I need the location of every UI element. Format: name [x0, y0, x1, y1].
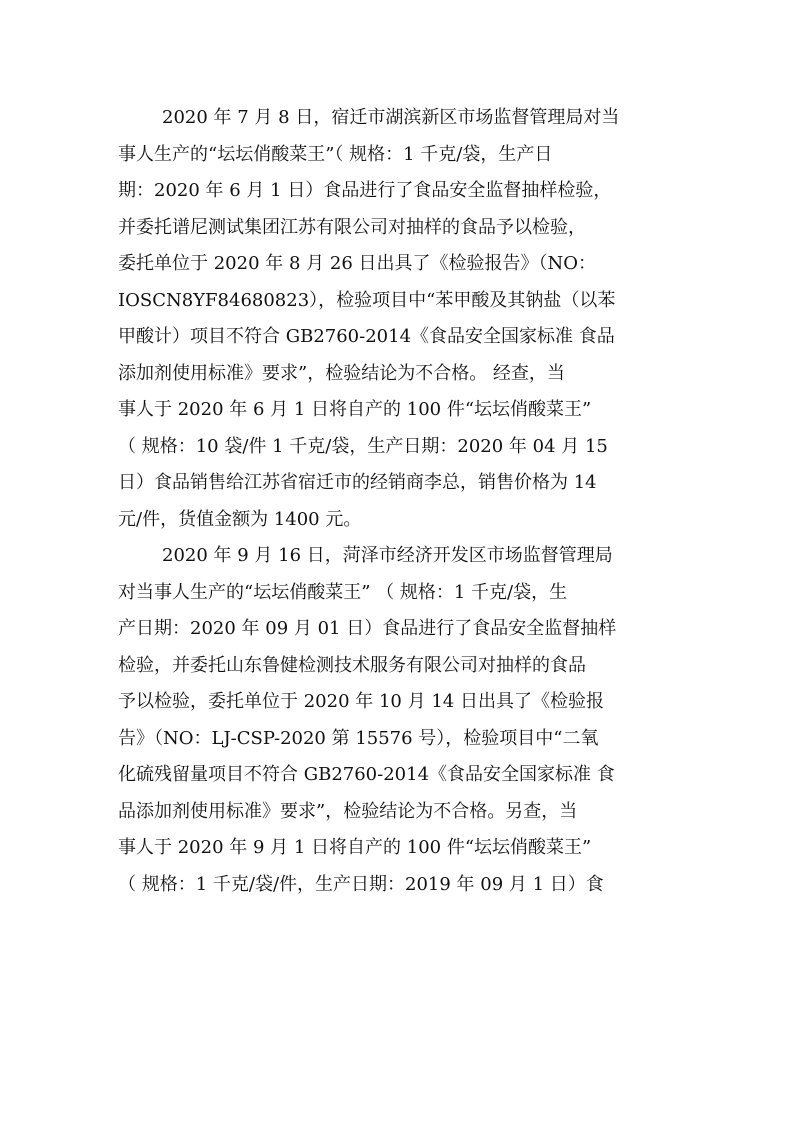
paragraph-line: 日）食品销售给江苏省宿迁市的经销商李总，销售价格为 14 — [118, 472, 597, 493]
paragraph-line: 委托单位于 2020 年 8 月 26 日出具了《检验报告》（NO： — [118, 253, 596, 274]
paragraph-line: 事人于 2020 年 9 月 1 日将自产的 100 件“坛坛俏酸菜王” — [118, 837, 592, 858]
paragraph-line: 元/件，货值金额为 1400 元。 — [118, 508, 362, 530]
paragraph-line: 添加剂使用标准》要求”，检验结论为不合格。 经查，当 — [118, 362, 565, 384]
document-body — [118, 100, 674, 903]
paragraph-line: 产日期：2020 年 09 月 01 日）食品进行了食品安全监督抽样 — [118, 618, 617, 639]
paragraph-1 — [118, 100, 674, 538]
paragraph-line: 检验，并委托山东鲁健检测技术服务有限公司对抽样的食品 — [118, 654, 586, 676]
paragraph-line: 予以检验，委托单位于 2020 年 10 月 14 日出具了《检验报 — [118, 691, 604, 712]
paragraph-line: （ 规格：10 袋/件 1 千克/袋，生产日期：2020 年 04 月 15 — [118, 435, 608, 457]
paragraph-line: 告》（NO：LJ-CSP-2020 第 15576 号），检验项目中“二氧 — [118, 727, 599, 749]
paragraph-line: 期：2020 年 6 月 1 日）食品进行了食品安全监督抽样检验， — [118, 180, 612, 201]
paragraph-line: 2020 年 7 月 8 日，宿迁市湖滨新区市场监督管理局对当 — [162, 107, 620, 128]
paragraph-line: 事人生产的“坛坛俏酸菜王”（ 规格：1 千克/袋，生产日 — [118, 143, 553, 165]
paragraph-line: （ 规格：1 千克/袋/件，生产日期：2019 年 09 月 1 日）食 — [118, 873, 604, 895]
paragraph-2 — [118, 538, 674, 903]
paragraph-line: 事人于 2020 年 6 月 1 日将自产的 100 件“坛坛俏酸菜王” — [118, 399, 592, 420]
paragraph-line: IOSCN8YF84680823），检验项目中“苯甲酸及其钠盐（以苯 — [118, 289, 616, 311]
paragraph-line: 2020 年 9 月 16 日，菏泽市经济开发区市场监督管理局 — [162, 545, 613, 566]
paragraph-line: 并委托谱尼测试集团江苏有限公司对抽样的食品予以检验， — [118, 216, 586, 238]
paragraph-line: 品添加剂使用标准》要求”，检验结论为不合格。另查，当 — [118, 800, 578, 822]
paragraph-line: 对当事人生产的“坛坛俏酸菜王” （ 规格：1 千克/袋，生 — [118, 581, 568, 603]
paragraph-line: 化硫残留量项目不符合 GB2760-2014《食品安全国家标准 食 — [118, 764, 615, 785]
paragraph-line: 甲酸计）项目不符合 GB2760-2014《食品安全国家标准 食品 — [118, 326, 615, 347]
